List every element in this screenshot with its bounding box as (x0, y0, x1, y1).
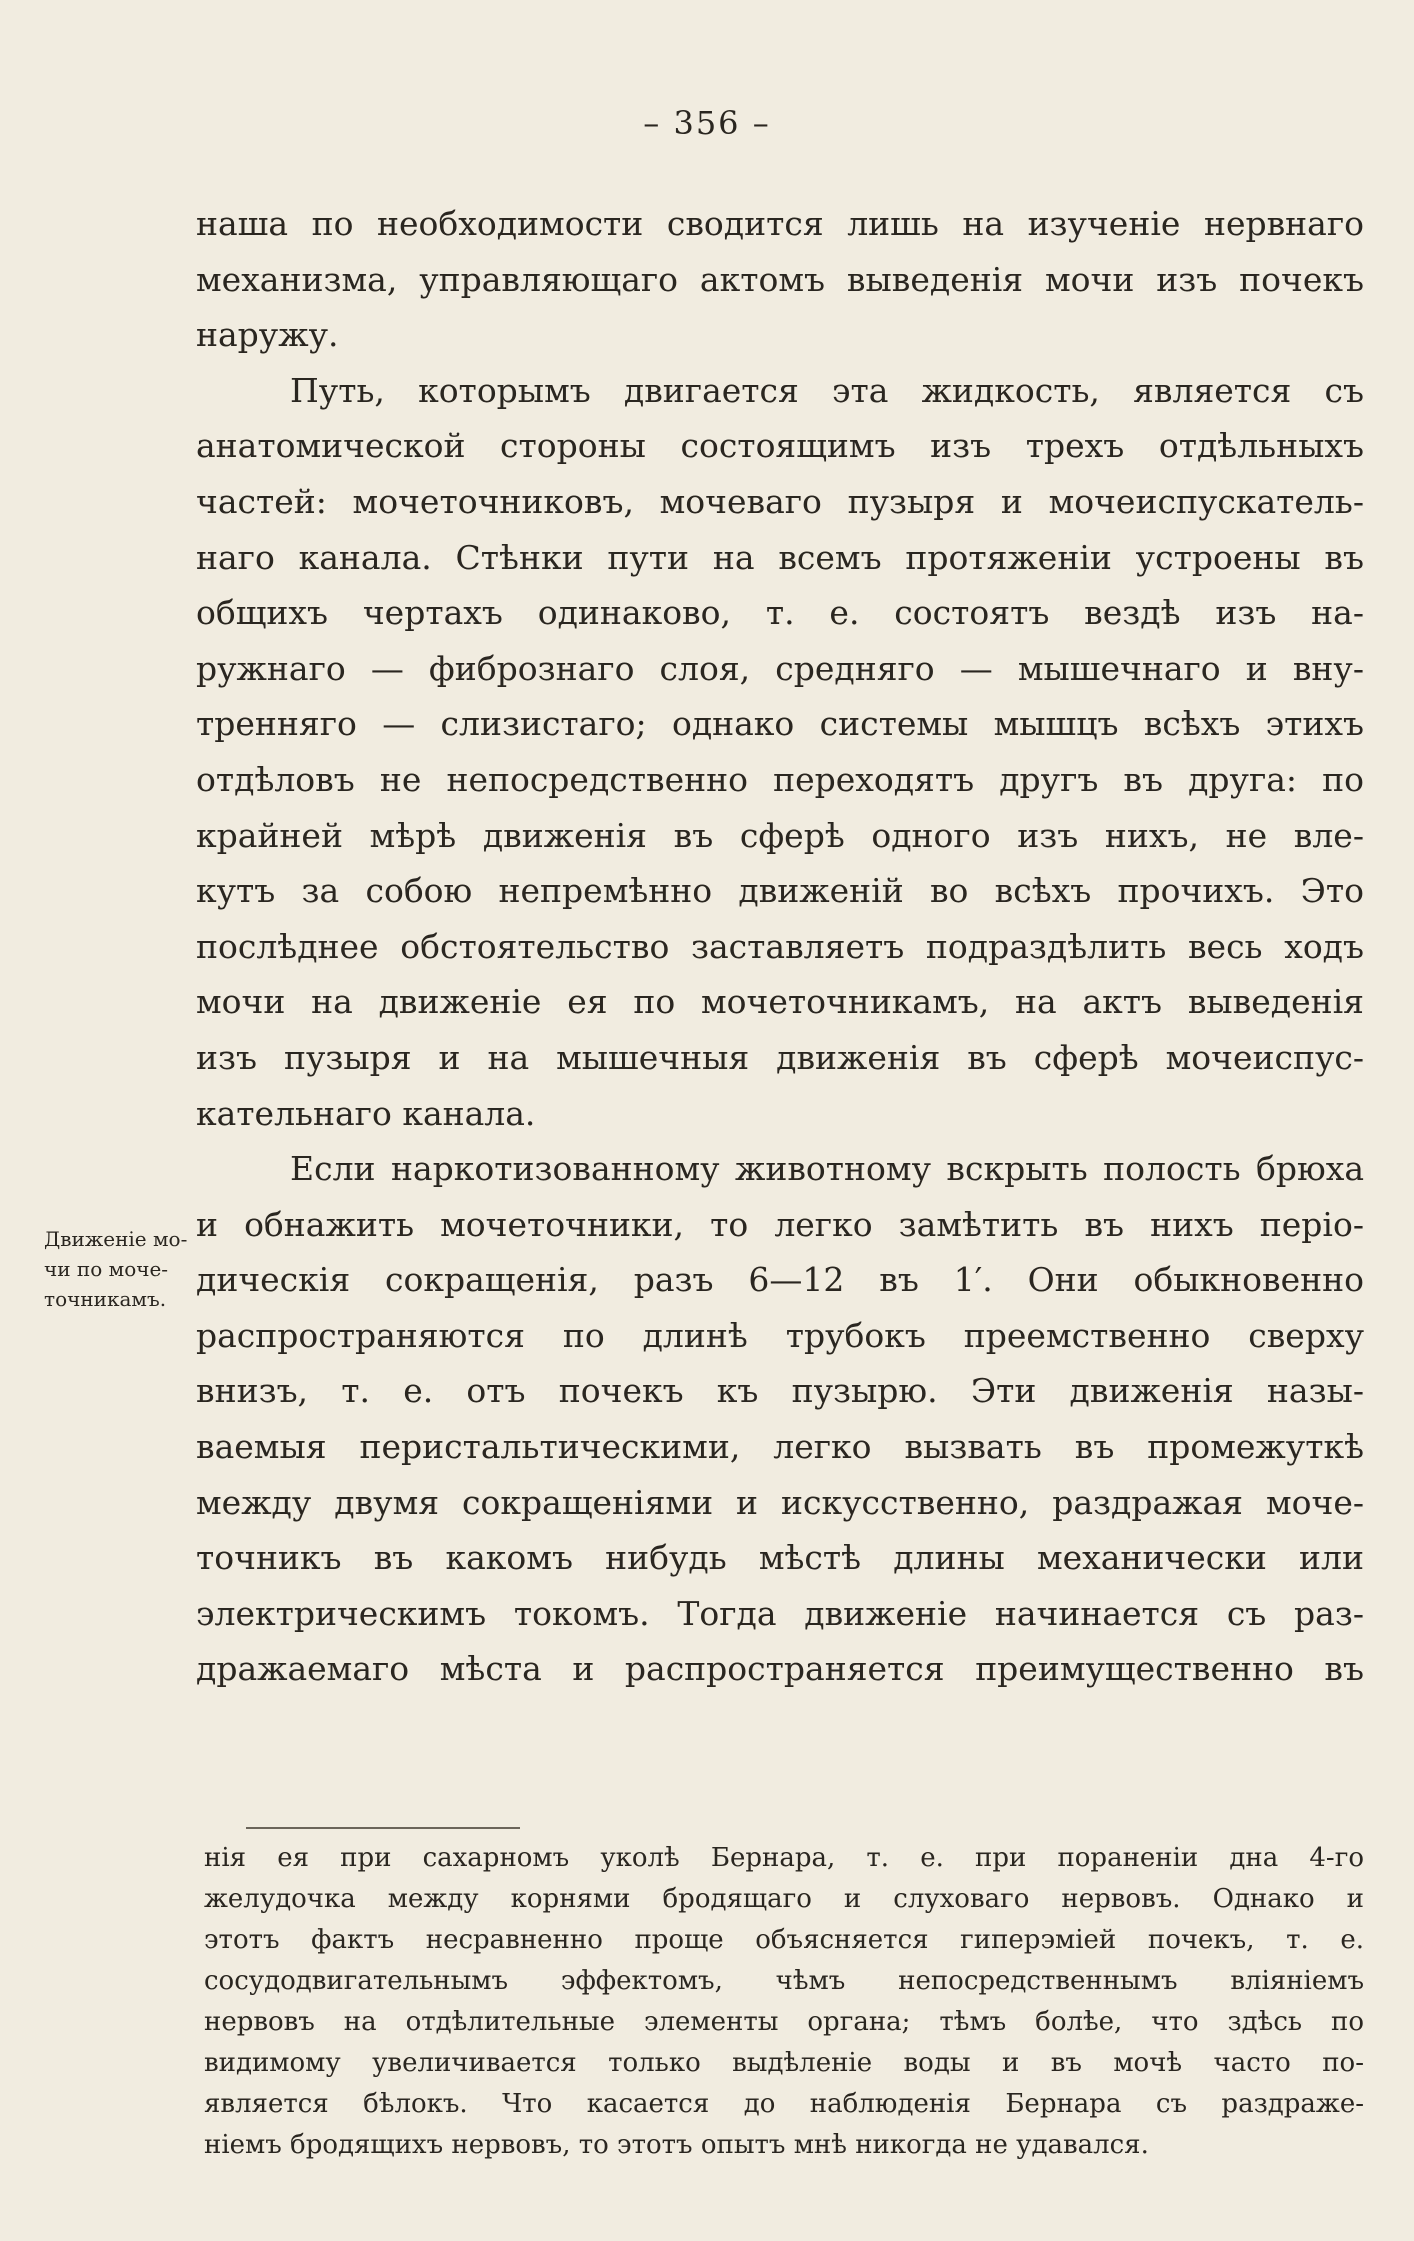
page-number: – 356 – (643, 104, 771, 142)
footnote-line: нервовъ на отдѣлительные элементы органа; тѣмъ болѣе, что здѣсь по (204, 2007, 1364, 2037)
text-line: отдѣловъ не непосредственно переходятъ другъ въ друга: по (196, 759, 1364, 799)
text-line: изъ пузыря и на мышечныя движенія въ сферѣ мочеиспус- (196, 1037, 1364, 1077)
text-line: и обнажить мочеточники, то легко замѣтить въ нихъ періо- (196, 1204, 1364, 1244)
marginal-note (44, 1224, 204, 1314)
text-line: наго канала. Стѣнки пути на всемъ протяженіи устроены въ (196, 537, 1364, 577)
text-line: кательнаго канала. (196, 1093, 536, 1133)
text-line: анатомической стороны состоящимъ изъ трехъ отдѣльныхъ (196, 426, 1364, 466)
text-line: между двумя сокращеніями и искусственно, раздражая моче- (196, 1482, 1364, 1522)
text-line: дическія сокращенія, разъ 6—12 въ 1′. Они обыкновенно (196, 1260, 1364, 1300)
marginal-note-line: чи по моче- (44, 1257, 169, 1281)
footnote-line: видимому увеличивается только выдѣленіе воды и въ мочѣ часто по- (204, 2048, 1364, 2078)
text-line: послѣднее обстоятельство заставляетъ подраздѣлить весь ходъ (196, 926, 1364, 966)
marginal-note-line: точникамъ. (44, 1287, 167, 1311)
text-line: ваемыя перистальтическими, легко вызвать въ промежуткѣ (196, 1427, 1364, 1467)
marginal-note-line: Движеніе мо- (44, 1227, 188, 1251)
footnote-line: является бѣлокъ. Что касается до наблюденія Бернара съ раздраже- (204, 2089, 1364, 2119)
text-line: кутъ за собою непремѣнно движеній во всѣхъ прочихъ. Это (196, 871, 1364, 911)
text-line: дражаемаго мѣста и распространяется преимущественно въ (196, 1649, 1364, 1689)
main-text (196, 196, 1364, 1697)
text-line: внизъ, т. е. отъ почекъ къ пузырю. Эти движенія назы- (196, 1371, 1364, 1411)
text-line: механизма, управляющаго актомъ выведенія мочи изъ почекъ (196, 259, 1364, 299)
footnote-line: нія ея при сахарномъ уколѣ Бернара, т. е. при пораненіи дна 4-го (204, 1843, 1364, 1873)
text-line: Путь, которымъ двигается эта жидкость, является съ (290, 370, 1364, 410)
footnote (204, 1838, 1364, 2166)
text-line: частей: мочеточниковъ, мочеваго пузыря и мочеиспускатель- (196, 481, 1364, 521)
text-line: точникъ въ какомъ нибудь мѣстѣ длины механически или (196, 1538, 1364, 1578)
text-line: тренняго — слизистаго; однако системы мышцъ всѣхъ этихъ (196, 704, 1364, 744)
footnote-line: сосудодвигательнымъ эффектомъ, чѣмъ непосредственнымъ вліяніемъ (204, 1966, 1364, 1996)
text-line: Если наркотизованному животному вскрыть полость брюха (290, 1149, 1364, 1189)
footnote-line: желудочка между корнями бродящаго и слуховаго нервовъ. Однако и (204, 1884, 1364, 1914)
footnote-line: этотъ фактъ несравненно проще объясняется гиперэміей почекъ, т. е. (204, 1925, 1364, 1955)
text-line: наша по необходимости сводится лишь на изученіе нервнаго (196, 204, 1364, 243)
footnote-divider (246, 1827, 520, 1829)
text-line: распространяются по длинѣ трубокъ преемственно сверху (196, 1315, 1364, 1355)
text-line: мочи на движеніе ея по мочеточникамъ, на актъ выведенія (196, 982, 1364, 1022)
footnote-line: ніемъ бродящихъ нервовъ, то этотъ опытъ мнѣ никогда не удавался. (204, 2130, 1149, 2160)
text-line: общихъ чертахъ одинаково, т. е. состоятъ вездѣ изъ на- (196, 593, 1364, 633)
text-line: электрическимъ токомъ. Тогда движеніе начинается съ раз- (196, 1593, 1364, 1633)
text-line: ружнаго — фибрознаго слоя, средняго — мышечнаго и вну- (196, 648, 1364, 688)
text-line: наружу. (196, 315, 339, 355)
text-line: крайней мѣрѣ движенія въ сферѣ одного изъ нихъ, не вле- (196, 815, 1364, 855)
